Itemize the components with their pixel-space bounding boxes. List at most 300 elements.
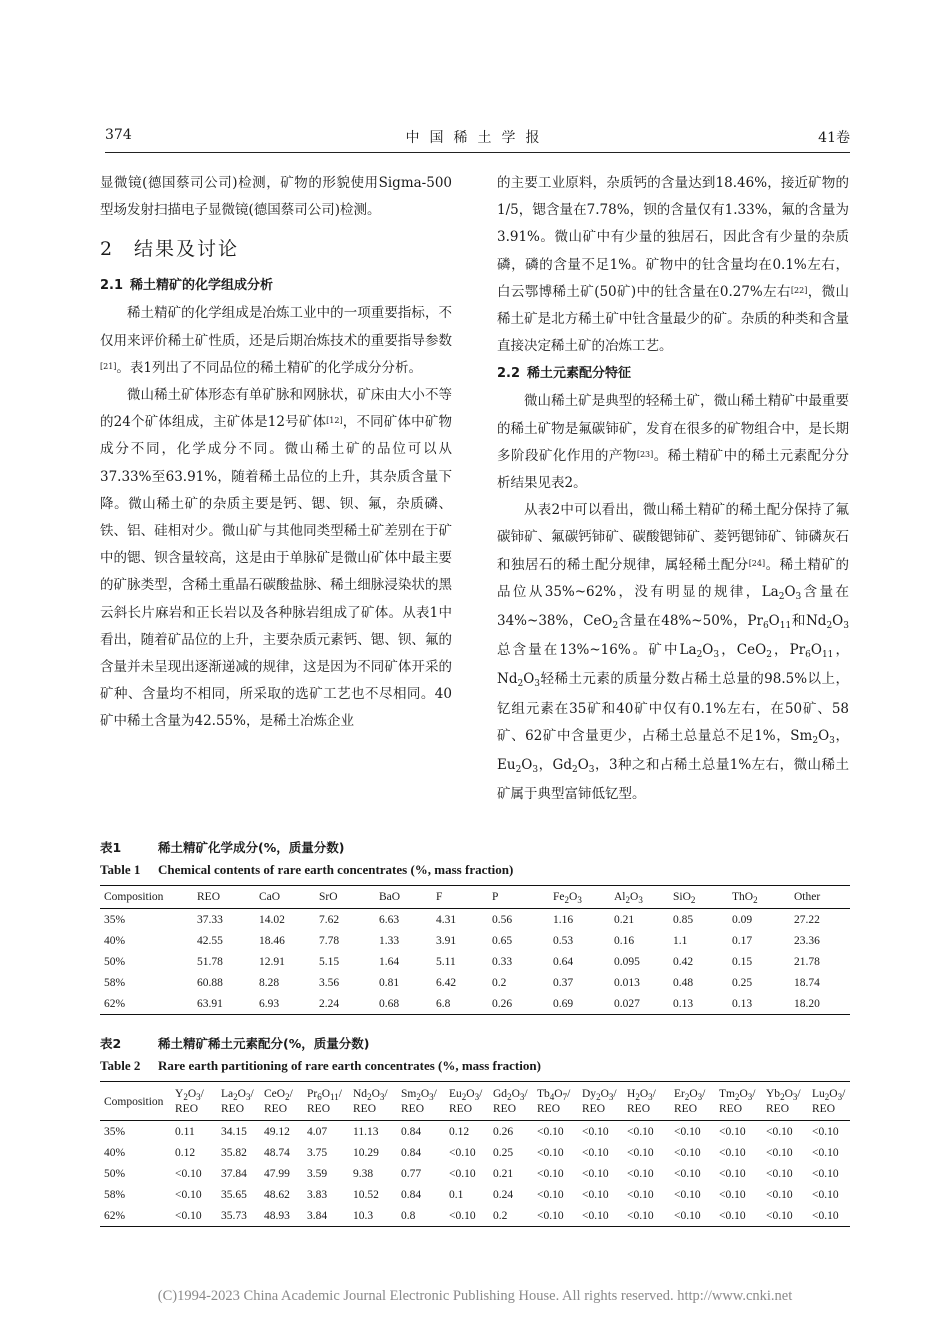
- subsection-heading: [497, 360, 849, 388]
- formula-part: Lu: [812, 1088, 825, 1100]
- table-cell: 35.82: [221, 1146, 247, 1159]
- table-row: [100, 1205, 850, 1227]
- table-cell: 0.2: [493, 1209, 508, 1222]
- table-cell: <0.10: [537, 1146, 564, 1159]
- formula-part: /: [702, 1088, 706, 1100]
- table-cell: 0.027: [614, 997, 640, 1010]
- table-cell: 50%: [104, 1167, 126, 1180]
- table-cell: <0.10: [812, 1209, 839, 1222]
- formula-part: O: [600, 1088, 609, 1100]
- table-cell: 0.15: [732, 955, 753, 968]
- table-cell: 0.21: [614, 913, 635, 926]
- running-header: [105, 127, 850, 149]
- formula-part: O: [739, 1088, 748, 1100]
- table-cell: 1.33: [379, 934, 400, 947]
- formula-subscript: 3: [747, 1092, 753, 1102]
- table-cell: 8.28: [259, 976, 280, 989]
- table-cell: 0.25: [493, 1146, 514, 1159]
- table-cell: <0.10: [449, 1146, 476, 1159]
- table-cell: 0.2: [492, 976, 507, 989]
- column-header: $Fe_2O_3$: [553, 891, 582, 905]
- table-row: [100, 1184, 850, 1205]
- column-header: Other: [794, 891, 821, 903]
- table-row: [100, 1121, 850, 1143]
- table-cell: 11.13: [353, 1125, 379, 1138]
- subsection-heading: [100, 272, 452, 300]
- table-cell: <0.10: [627, 1146, 654, 1159]
- volume-label: 41卷: [818, 130, 850, 146]
- formula-subscript: 6: [317, 1092, 322, 1102]
- formula-subscript: 2: [635, 1092, 640, 1102]
- formula-part: O: [689, 1088, 698, 1100]
- table-cell: <0.10: [719, 1209, 746, 1222]
- formula-part: O: [187, 1088, 197, 1100]
- formula-unit: REO: [674, 1103, 697, 1115]
- formula-subscript: 11: [330, 1092, 339, 1102]
- paragraph: 微山稀土矿体形态有单矿脉和网脉状，矿床由大小不等的24个矿体组成，主矿体是12号矿体[12]，不同矿体中矿物成分不同，化学成分不同。微山稀土矿的品位可以从37.33%至63.91%，随着稀土品位的上升，其杂质含量下降。微山稀土矿的杂质主要是钙、锶、钡、氟，杂质磷、铁、铝、硅相对少。微山矿与其他同类型稀土矿差别在于矿中的锶、钡含量较高，这是由于单脉矿是微山矿体中最主要的矿脉类型，含稀土重晶石碳酸盐脉、稀土细脉浸染状的黑云斜长片麻岩和正长岩以及各种脉岩组成了矿体。从表1中看出，随着矿品位的上升，主要杂质元素钙、锶、钡、氟的含量并未呈现出逐渐递减的规律，这是因为不同矿体开采的矿种、含量均不相同，所采取的选矿工艺也不尽相同。40矿中稀土含量为42.55%，是稀土冶炼企业: [100, 387, 452, 730]
- formula-part: O: [829, 1088, 838, 1100]
- table-cell: 1.1: [673, 934, 688, 947]
- table2-body: [100, 1121, 850, 1227]
- table-cell: 10.3: [353, 1209, 374, 1222]
- table-cell: 2.24: [319, 997, 340, 1010]
- formula-unit: REO: [537, 1103, 560, 1115]
- table-cell: <0.10: [449, 1167, 476, 1180]
- formula-unit: REO: [221, 1103, 244, 1115]
- formula-subscript: 3: [608, 1092, 614, 1102]
- table-cell: 0.24: [493, 1188, 514, 1201]
- table-cell: 6.8: [436, 997, 451, 1010]
- column-header: P: [492, 891, 499, 903]
- column-header: [670, 1082, 715, 1121]
- formula-subscript: 2: [824, 1092, 830, 1102]
- formula-subscript: 3: [519, 1092, 525, 1102]
- table-row: [100, 909, 850, 931]
- formula-part: O: [784, 1088, 793, 1100]
- table2-caption-cn: 表2 稀土精矿稀土元素配分(%，质量分数): [100, 1036, 370, 1051]
- formula-part: /: [200, 1088, 204, 1100]
- formula-unit: REO: [627, 1103, 650, 1115]
- table-cell: 58%: [104, 976, 126, 989]
- formula-subscript: 3: [379, 1092, 385, 1102]
- table-row: [100, 930, 850, 951]
- table-cell: 35%: [104, 1125, 126, 1138]
- table-cell: 5.15: [319, 955, 340, 968]
- citation: [12]: [326, 416, 343, 426]
- header-rule: [105, 152, 850, 153]
- table-cell: 0.1: [449, 1188, 464, 1201]
- column-header: Composition: [104, 891, 164, 903]
- table-cell: 10.29: [353, 1146, 379, 1159]
- formula-unit: REO: [449, 1103, 472, 1115]
- table-cell: 0.25: [732, 976, 753, 989]
- table-cell: 0.11: [175, 1125, 195, 1138]
- table-cell: 47.99: [264, 1167, 290, 1180]
- table-cell: <0.10: [537, 1167, 564, 1180]
- table-cell: 0.85: [673, 913, 694, 926]
- table-cell: 0.21: [493, 1167, 514, 1180]
- table-cell: 1.16: [553, 913, 574, 926]
- formula-subscript: 3: [792, 1092, 798, 1102]
- table-cell: <0.10: [719, 1125, 746, 1138]
- table-cell: 35.73: [221, 1209, 247, 1222]
- formula-subscript: 2: [507, 1092, 512, 1102]
- formula-part: O: [639, 1088, 649, 1100]
- formula-unit: REO: [175, 1103, 198, 1115]
- formula-part: O: [237, 1088, 246, 1100]
- column-header: Composition: [104, 1095, 164, 1108]
- paragraph: 稀土精矿的化学组成是冶炼工业中的一项重要指标，不仅用来评价稀土矿性质，还是后期冶炼技术的重要指导参数[21]。表1列出了不同品位的稀土精矿的化学成分分析。: [100, 305, 452, 376]
- intro-paragraph: 显微镜(德国蔡司公司)检测，矿物的形貌使用Sigma-500型场发射扫描电子显微镜(德国蔡司公司)检测。: [100, 175, 452, 219]
- formula-part: Gd: [493, 1088, 508, 1100]
- table-cell: 5.11: [436, 955, 456, 968]
- table-cell: <0.10: [766, 1209, 793, 1222]
- table-cell: <0.10: [582, 1125, 609, 1138]
- table-cell: 0.65: [492, 934, 513, 947]
- table-cell: 62%: [104, 1209, 126, 1222]
- table-cell: 0.13: [673, 997, 694, 1010]
- table-row: [100, 1163, 850, 1184]
- column-header: $Al_2O_3$: [614, 891, 643, 905]
- formula-part: O: [321, 1088, 331, 1100]
- table-cell: 7.62: [319, 913, 340, 926]
- table-cell: 6.93: [259, 997, 280, 1010]
- column-header: [349, 1082, 397, 1121]
- formula-part: CeO: [264, 1088, 286, 1100]
- table-cell: <0.10: [627, 1188, 654, 1201]
- subsection-title: 稀土精矿的化学组成分析: [130, 278, 274, 294]
- table-cell: 40%: [104, 934, 126, 947]
- column-header: CaO: [259, 891, 281, 903]
- table-cell: 0.12: [449, 1125, 470, 1138]
- formula-subscript: 2: [461, 1092, 467, 1102]
- column-header: [808, 1082, 850, 1121]
- table-cell: 40%: [104, 1146, 126, 1159]
- table-cell: 4.07: [307, 1125, 328, 1138]
- table-cell: <0.10: [674, 1188, 701, 1201]
- formula-part: Yb: [766, 1088, 781, 1100]
- table-cell: <0.10: [537, 1188, 564, 1201]
- table-cell: <0.10: [627, 1209, 654, 1222]
- formula-subscript: 3: [697, 1092, 703, 1102]
- table-cell: <0.10: [812, 1188, 839, 1201]
- column-header: [303, 1082, 349, 1121]
- table2: [100, 1081, 850, 1227]
- table-cell: <0.10: [582, 1146, 609, 1159]
- table-cell: <0.10: [175, 1188, 202, 1201]
- section-heading: [100, 234, 452, 264]
- formula-part: /: [338, 1088, 342, 1100]
- table-cell: 37.33: [197, 913, 223, 926]
- formula-part: /: [479, 1088, 483, 1100]
- table-cell: 62%: [104, 997, 126, 1010]
- formula-part: /: [289, 1088, 293, 1100]
- table-cell: 18.46: [259, 934, 285, 947]
- citation: [24]: [748, 558, 766, 568]
- table-cell: <0.10: [674, 1167, 701, 1180]
- table-cell: 0.84: [401, 1125, 422, 1138]
- formula-subscript: 4: [549, 1092, 555, 1102]
- table-cell: 0.84: [401, 1146, 422, 1159]
- column-header: [762, 1082, 808, 1121]
- table-cell: 50%: [104, 955, 126, 968]
- subsection-title: 稀土元素配分特征: [527, 366, 632, 382]
- table-cell: <0.10: [674, 1146, 701, 1159]
- column-header: BaO: [379, 891, 401, 903]
- table1-caption-en: Table 1 Chemical contents of rare earth concentrates (%, mass fraction): [100, 862, 514, 877]
- paragraph: 的主要工业原料，杂质钙的含量达到18.46%，接近矿物的1/5，锶含量在7.78%，钡的含量仅有1.33%，氟的含量为3.91%。微山矿中有少量的独居石，因此含有少量的杂质磷，磷的含量不足1%。矿物中的钍含量均在0.1%左右，白云鄂博稀土矿(50矿)中的钍含量在0.27%左右[22]，微山稀土矿是北方稀土矿中钍含量最少的矿。杂质的种类和含量直接决定稀土矿的冶炼工艺。: [497, 175, 849, 355]
- table-cell: 0.26: [492, 997, 513, 1010]
- paragraph: 从表2中可以看出，微山稀土精矿的稀土配分保持了氟碳铈矿、氟碳钙铈矿、碳酸锶铈矿、菱钙锶铈矿、铈磷灰石和独居石的稀土配分规律，属轻稀土配分[24]。稀土精矿的品位从35%~62%，没有明显的规律，$La_2O_3$含量在34%~38%，CeO$_2$含量在48%~50%，$Pr_6O_{11}$和$Nd_2O_3$总含量在13%~16%。矿中$La_2O_3$，CeO$_2$，$Pr_6O_{11}$，$Nd_2O_3$轻稀土元素的质量分数占稀土总量的98.5%以上，钇组元素在35矿和40矿中仅有0.1%左右，在50矿、58矿、62矿中含量更少，占稀土总量总不足1%，$Sm_2O_3$，$Eu_2O_3$，$Gd_2O_3$，3种之和占稀土总量1%左右，微山稀土矿属于典型富铈低钇型。: [497, 502, 850, 803]
- table-row: [100, 993, 850, 1015]
- citation: [21]: [100, 361, 117, 371]
- paragraph: 微山稀土矿是典型的轻稀土矿，微山稀土精矿中最重要的稀土矿物是氟碳铈矿，发育在很多的矿物组合中，是长期多阶段矿化作用的产物[23]。稀土精矿中的稀土元素配分分析结果见表2。: [497, 393, 850, 492]
- column-header: ThO$_2$: [732, 891, 758, 905]
- right-column: [497, 170, 849, 808]
- formula-part: H: [627, 1088, 636, 1100]
- formula-subscript: 3: [474, 1092, 480, 1102]
- table-cell: <0.10: [582, 1167, 609, 1180]
- table-header-row: [100, 1082, 850, 1121]
- formula-part: /: [752, 1088, 756, 1100]
- table-cell: <0.10: [674, 1125, 701, 1138]
- formula-unit: REO: [264, 1103, 287, 1115]
- formula-part: /: [797, 1088, 801, 1100]
- formula-part: O: [420, 1088, 430, 1100]
- formula-unit: REO: [353, 1103, 376, 1115]
- formula-part: O: [466, 1088, 475, 1100]
- formula-part: /: [384, 1088, 388, 1100]
- table-cell: 34.15: [221, 1125, 247, 1138]
- column-header: [623, 1082, 670, 1121]
- table-cell: <0.10: [719, 1167, 746, 1180]
- column-header: [171, 1082, 217, 1121]
- column-header: F: [436, 891, 443, 903]
- table-cell: <0.10: [812, 1167, 839, 1180]
- formula-subscript: 2: [285, 1092, 290, 1102]
- table-cell: 48.74: [264, 1146, 290, 1159]
- column-header: [489, 1082, 533, 1121]
- table-cell: <0.10: [449, 1209, 476, 1222]
- journal-title: 中国稀土学报: [405, 130, 550, 146]
- table-cell: 0.56: [492, 913, 513, 926]
- table-cell: <0.10: [766, 1167, 793, 1180]
- column-header: [445, 1082, 489, 1121]
- table-cell: <0.10: [812, 1125, 839, 1138]
- formula-part: Pr: [307, 1088, 318, 1100]
- table1: [100, 885, 850, 1015]
- table-cell: 27.22: [794, 913, 820, 926]
- formula-subscript: 3: [837, 1092, 843, 1102]
- table-cell: 0.69: [553, 997, 574, 1010]
- formula-subscript: 2: [416, 1092, 421, 1102]
- table-cell: <0.10: [766, 1188, 793, 1201]
- table-cell: 48.62: [264, 1188, 290, 1201]
- table-cell: <0.10: [175, 1209, 202, 1222]
- formula-subscript: 2: [596, 1092, 601, 1102]
- table-cell: 3.75: [307, 1146, 328, 1159]
- table-cell: 51.78: [197, 955, 223, 968]
- table-cell: 35%: [104, 913, 126, 926]
- subsection-number: 2.2: [497, 366, 521, 382]
- table-cell: 10.52: [353, 1188, 379, 1201]
- table-cell: <0.10: [766, 1125, 793, 1138]
- formula-subscript: 2: [780, 1092, 785, 1102]
- table-cell: 0.42: [673, 955, 694, 968]
- formula-unit: REO: [766, 1103, 789, 1115]
- formula-subscript: 3: [196, 1092, 201, 1102]
- table-cell: <0.10: [627, 1125, 654, 1138]
- table-cell: 0.17: [732, 934, 753, 947]
- column-header: [533, 1082, 578, 1121]
- table-cell: 0.12: [175, 1146, 196, 1159]
- table2-caption-en: Table 2 Rare earth partitioning of rare earth concentrates (%, mass fraction): [100, 1058, 541, 1073]
- table-cell: 3.83: [307, 1188, 328, 1201]
- formula-part: Eu: [449, 1088, 462, 1100]
- table-cell: 0.16: [614, 934, 635, 947]
- formula-part: Nd: [353, 1088, 368, 1100]
- formula-unit: REO: [582, 1103, 605, 1115]
- table-cell: <0.10: [719, 1146, 746, 1159]
- formula-part: /: [567, 1088, 571, 1100]
- formula-subscript: 3: [429, 1092, 434, 1102]
- formula-part: Tb: [537, 1088, 550, 1100]
- table-cell: 3.91: [436, 934, 457, 947]
- table-cell: 0.26: [493, 1125, 514, 1138]
- table-cell: 48.93: [264, 1209, 290, 1222]
- table-cell: <0.10: [582, 1188, 609, 1201]
- section-title: 结果及讨论: [134, 238, 240, 261]
- table-cell: <0.10: [674, 1209, 701, 1222]
- formula-part: /: [842, 1088, 846, 1100]
- formula-subscript: 3: [245, 1092, 251, 1102]
- column-header: SiO$_2$: [673, 891, 696, 905]
- table-cell: 37.84: [221, 1167, 247, 1180]
- table-cell: 0.53: [553, 934, 574, 947]
- table-cell: 0.09: [732, 913, 753, 926]
- table-cell: 9.38: [353, 1167, 374, 1180]
- column-header: [260, 1082, 303, 1121]
- table-cell: 3.84: [307, 1209, 328, 1222]
- subsection-number: 2.1: [100, 278, 124, 294]
- table-cell: 0.48: [673, 976, 694, 989]
- table-cell: 12.91: [259, 955, 285, 968]
- formula-subscript: 2: [233, 1092, 238, 1102]
- table-cell: 3.56: [319, 976, 340, 989]
- table1-body: [100, 909, 850, 1015]
- table-cell: 35.65: [221, 1188, 247, 1201]
- table1-caption-cn: 表1 稀土精矿化学成分(%，质量分数): [100, 840, 345, 855]
- table-cell: 0.68: [379, 997, 400, 1010]
- formula-subscript: 2: [367, 1092, 372, 1102]
- formula-part: /: [250, 1088, 254, 1100]
- formula-subscript: 7: [562, 1092, 568, 1102]
- table-cell: 18.74: [794, 976, 820, 989]
- table-cell: 0.095: [614, 955, 640, 968]
- table-row: [100, 972, 850, 993]
- table-cell: 18.20: [794, 997, 820, 1010]
- formula-subscript: 3: [648, 1092, 653, 1102]
- formula-part: O: [371, 1088, 380, 1100]
- table-cell: 0.37: [553, 976, 574, 989]
- table-cell: 21.78: [794, 955, 820, 968]
- formula-part: /: [652, 1088, 656, 1100]
- table-cell: 0.77: [401, 1167, 422, 1180]
- table-cell: <0.10: [537, 1125, 564, 1138]
- table-cell: 42.55: [197, 934, 223, 947]
- formula-unit: REO: [719, 1103, 742, 1115]
- copyright-footer: (C)1994-2023 China Academic Journal Electronic Publishing House. All rights reserved. http://www.cnki.net: [157, 1288, 793, 1304]
- left-column: [100, 170, 452, 736]
- table-cell: 0.13: [732, 997, 753, 1010]
- table-cell: <0.10: [812, 1146, 839, 1159]
- formula-part: La: [221, 1088, 234, 1100]
- table-header-row: [100, 886, 850, 909]
- table-row: [100, 951, 850, 972]
- table-cell: 49.12: [264, 1125, 290, 1138]
- formula-part: /: [613, 1088, 617, 1100]
- table-cell: 6.42: [436, 976, 457, 989]
- formula-part: Er: [674, 1088, 685, 1100]
- formula-unit: REO: [307, 1103, 330, 1115]
- table-cell: 6.63: [379, 913, 400, 926]
- formula-part: Tm: [719, 1088, 735, 1100]
- formula-part: /: [524, 1088, 528, 1100]
- table-cell: 0.64: [553, 955, 574, 968]
- formula-part: Y: [175, 1088, 184, 1100]
- table-cell: 58%: [104, 1188, 126, 1201]
- citation: [22]: [790, 285, 808, 295]
- table-cell: 0.8: [401, 1209, 416, 1222]
- table-cell: 3.59: [307, 1167, 328, 1180]
- formula-unit: REO: [812, 1103, 835, 1115]
- table-cell: <0.10: [175, 1167, 202, 1180]
- column-header: [578, 1082, 623, 1121]
- formula-unit: REO: [493, 1103, 516, 1115]
- table-cell: 7.78: [319, 934, 340, 947]
- column-header: [397, 1082, 445, 1121]
- table-row: [100, 1142, 850, 1163]
- formula-subscript: 2: [684, 1092, 690, 1102]
- table-cell: 0.33: [492, 955, 513, 968]
- table-cell: 23.36: [794, 934, 820, 947]
- column-header: SrO: [319, 891, 338, 903]
- table-cell: 14.02: [259, 913, 285, 926]
- page-number: 374: [105, 127, 132, 143]
- table-cell: <0.10: [627, 1167, 654, 1180]
- formula-unit: REO: [401, 1103, 424, 1115]
- section-number: 2: [100, 238, 115, 261]
- table-cell: 0.013: [614, 976, 640, 989]
- table-cell: <0.10: [766, 1146, 793, 1159]
- table-cell: 0.81: [379, 976, 400, 989]
- table-cell: 63.91: [197, 997, 223, 1010]
- table-cell: 0.84: [401, 1188, 422, 1201]
- column-header: REO: [197, 891, 220, 903]
- column-header: [217, 1082, 260, 1121]
- table-cell: 60.88: [197, 976, 223, 989]
- table-cell: 1.64: [379, 955, 400, 968]
- table-cell: 4.31: [436, 913, 457, 926]
- formula-subscript: 2: [183, 1092, 188, 1102]
- table-cell: <0.10: [719, 1188, 746, 1201]
- table-cell: <0.10: [582, 1209, 609, 1222]
- formula-subscript: 2: [734, 1092, 740, 1102]
- formula-part: O: [511, 1088, 520, 1100]
- formula-part: /: [433, 1088, 437, 1100]
- table-cell: <0.10: [537, 1209, 564, 1222]
- formula-part: O: [554, 1088, 563, 1100]
